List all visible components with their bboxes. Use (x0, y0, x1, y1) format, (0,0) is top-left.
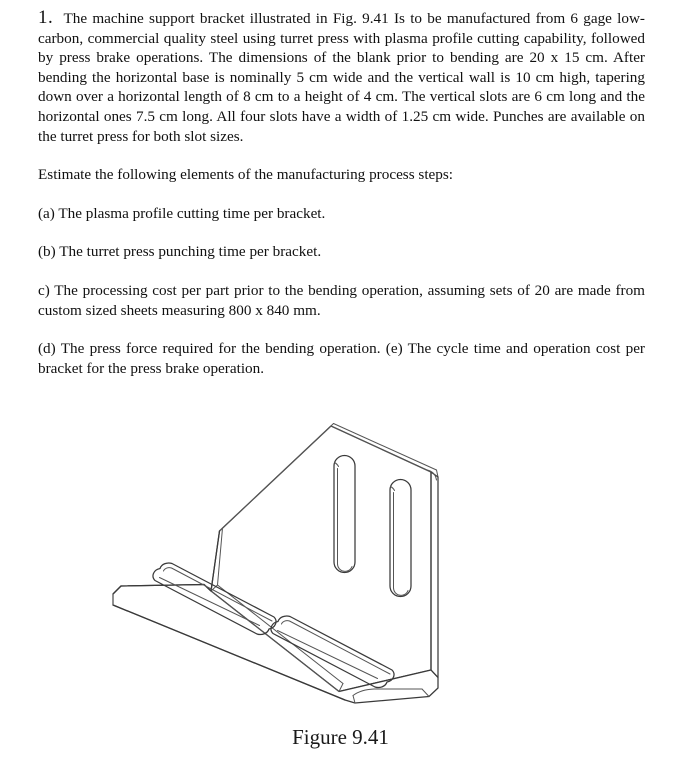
question-item-c: c) The processing cost per part prior to the bending operation, assuming sets of 20 are made from custom sized sheets measuring 800 x 840 mm. (38, 281, 645, 319)
question-paragraph-1 (38, 8, 645, 146)
bracket-wall-right-edge (431, 472, 438, 678)
figure-caption: Figure 9.41 (292, 725, 389, 749)
bracket-isometric-svg (91, 398, 591, 718)
question-number: 1. (38, 7, 54, 28)
question-paragraph-2: Estimate the following elements of the manufacturing process steps: (38, 166, 454, 184)
question-item-a: (a) The plasma profile cutting time per bracket. (38, 204, 326, 222)
question-paragraph-1-text: The machine support bracket illustrated in Fig. 9.41 Is to be manufactured from 6 gage low-carbon, commercial quality steel using turret press with plasma profile cutting capability, followed by press brake operations. The dimensions of the blank prior to bending are 20 x 15 cm. After bending the horizontal base is nominally 5 cm wide and the vertical wall is 10 cm high, tapering down over a horizontal length of 8 cm to a height of 4 cm. The vertical slots are 6 cm long and the horizontal ones 7.5 cm long. All four slots have a width of 1.25 cm wide. Punches are available on the turret press for both slot sizes. (38, 10, 645, 145)
question-text-block (38, 8, 645, 378)
figure-bracket-drawing (0, 398, 681, 718)
question-item-b: (b) The turret press punching time per bracket. (38, 243, 322, 261)
question-item-de: (d) The press force required for the bending operation. (e) The cycle time and operation cost per bracket for the press brake operation. (38, 340, 645, 377)
